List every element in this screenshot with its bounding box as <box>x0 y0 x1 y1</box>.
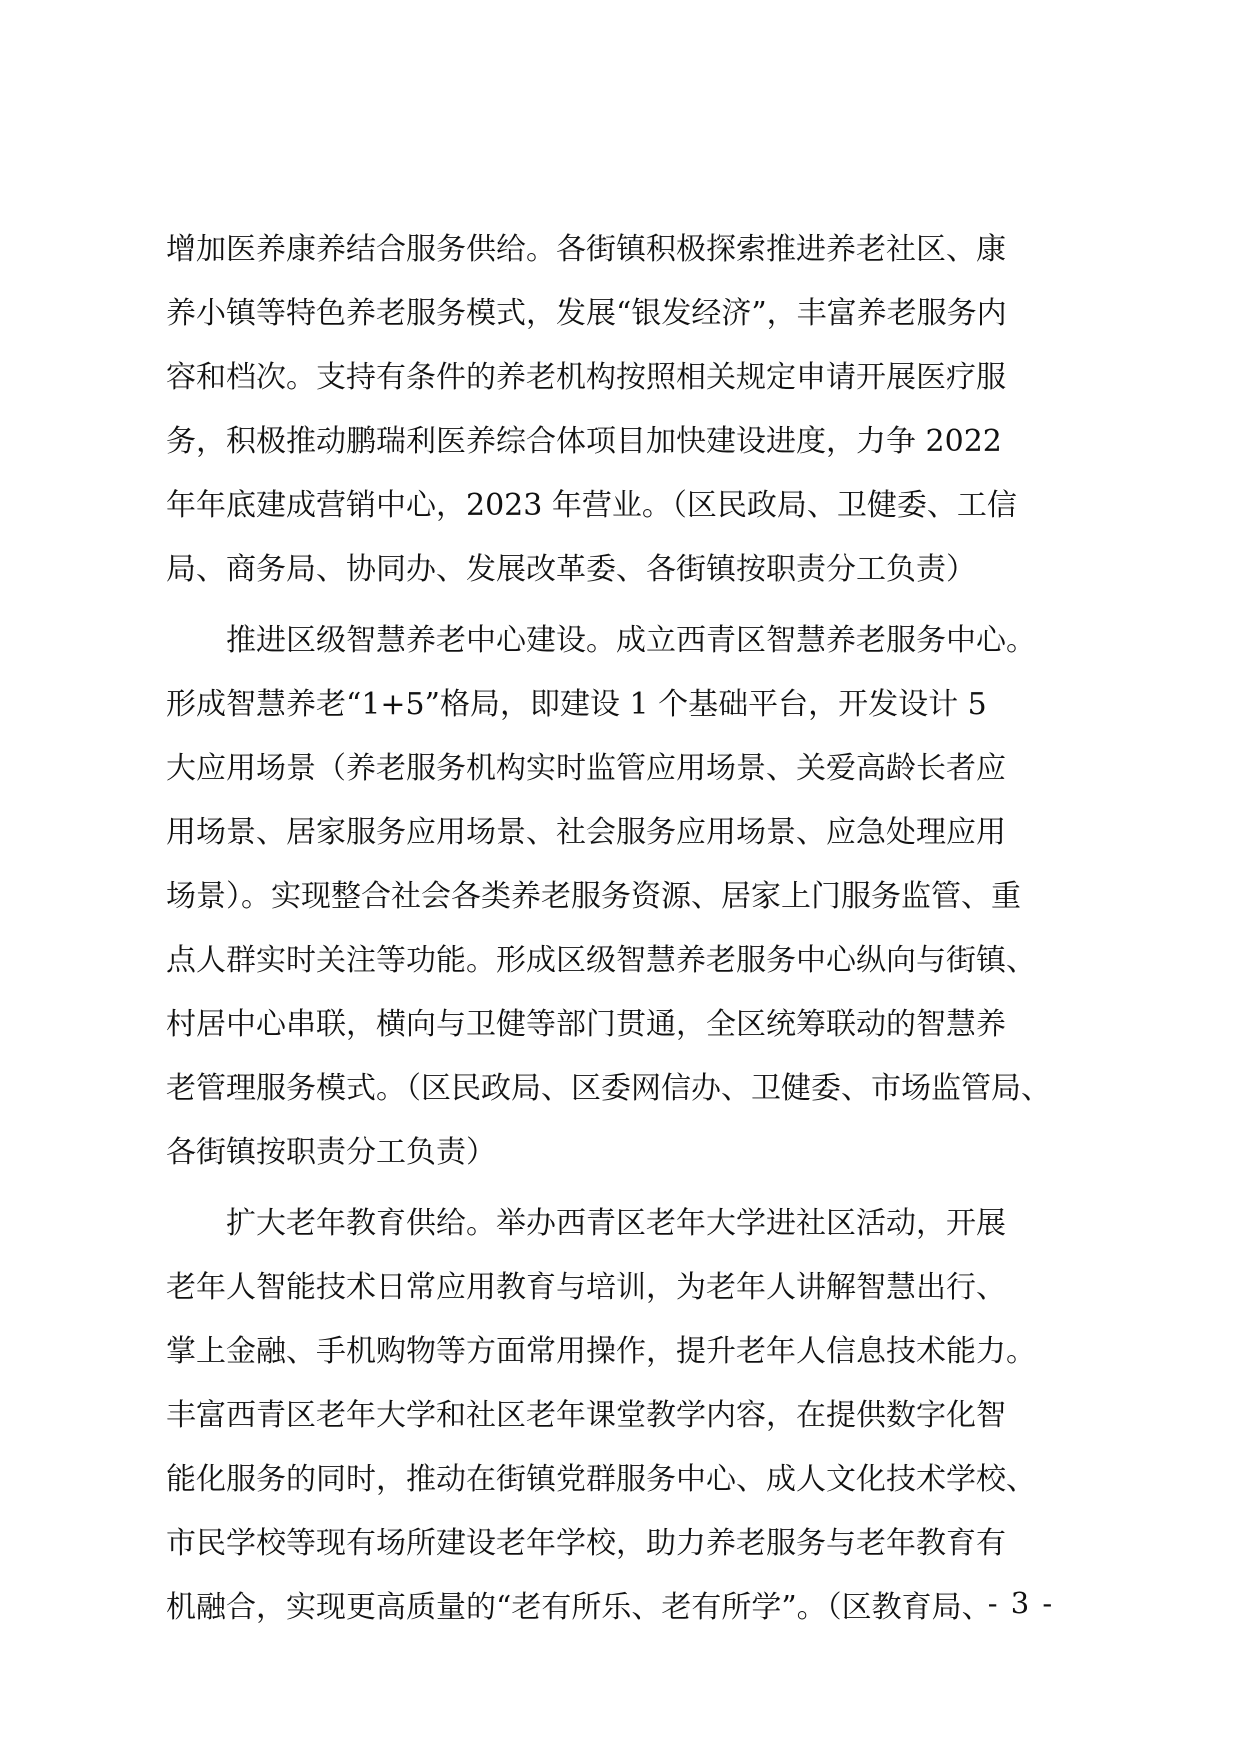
text-line: 各街镇按职责分工负责） <box>166 1135 496 1170</box>
text-line: 点人群实时关注等功能。形成区级智慧养老服务中心纵向与街镇、 <box>166 943 1036 978</box>
text-line: 用场景、居家服务应用场景、社会服务应用场景、应急处理应用 <box>166 815 1006 850</box>
text-line: 形成智慧养老“1+5”格局，即建设 1 个基础平台，开发设计 5 <box>166 687 987 722</box>
text-line: 能化服务的同时，推动在街镇党群服务中心、成人文化技术学校、 <box>166 1462 1036 1497</box>
text-line: 务，积极推动鹏瑞利医养综合体项目加快建设进度，力争 2022 <box>166 424 1002 459</box>
body-text <box>166 218 1074 1640</box>
text-line: 容和档次。支持有条件的养老机构按照相关规定申请开展医疗服 <box>166 360 1006 395</box>
text-line: 场景）。实现整合社会各类养老服务资源、居家上门服务监管、重 <box>166 879 1021 914</box>
page-number: - 3 - <box>987 1586 1055 1620</box>
text-line: 养小镇等特色养老服务模式，发展“银发经济”，丰富养老服务内 <box>166 296 1007 331</box>
text-line: 年年底建成营销中心，2023 年营业。（区民政局、卫健委、工信 <box>166 488 1017 523</box>
text-line: 掌上金融、手机购物等方面常用操作，提升老年人信息技术能力。 <box>166 1334 1036 1369</box>
text-line: 老管理服务模式。（区民政局、区委网信办、卫健委、市场监管局、 <box>166 1071 1051 1106</box>
text-line: 市民学校等现有场所建设老年学校，助力养老服务与老年教育有 <box>166 1526 1006 1561</box>
text-line: 大应用场景（养老服务机构实时监管应用场景、关爱高龄长者应 <box>166 751 1006 786</box>
text-line: 推进区级智慧养老中心建设。成立西青区智慧养老服务中心。 <box>166 623 1036 658</box>
text-line: 村居中心串联，横向与卫健等部门贯通，全区统筹联动的智慧养 <box>166 1007 1006 1042</box>
text-line: 增加医养康养结合服务供给。各街镇积极探索推进养老社区、康 <box>166 232 1006 267</box>
text-line: 老年人智能技术日常应用教育与培训，为老年人讲解智慧出行、 <box>166 1270 1006 1305</box>
text-line: 丰富西青区老年大学和社区老年课堂教学内容，在提供数字化智 <box>166 1398 1006 1433</box>
text-line: 扩大老年教育供给。举办西青区老年大学进社区活动，开展 <box>166 1206 1006 1241</box>
text-line: 机融合，实现更高质量的“老有所乐、老有所学”。（区教育局、 <box>166 1590 992 1625</box>
text-line: 局、商务局、协同办、发展改革委、各街镇按职责分工负责） <box>166 552 976 587</box>
